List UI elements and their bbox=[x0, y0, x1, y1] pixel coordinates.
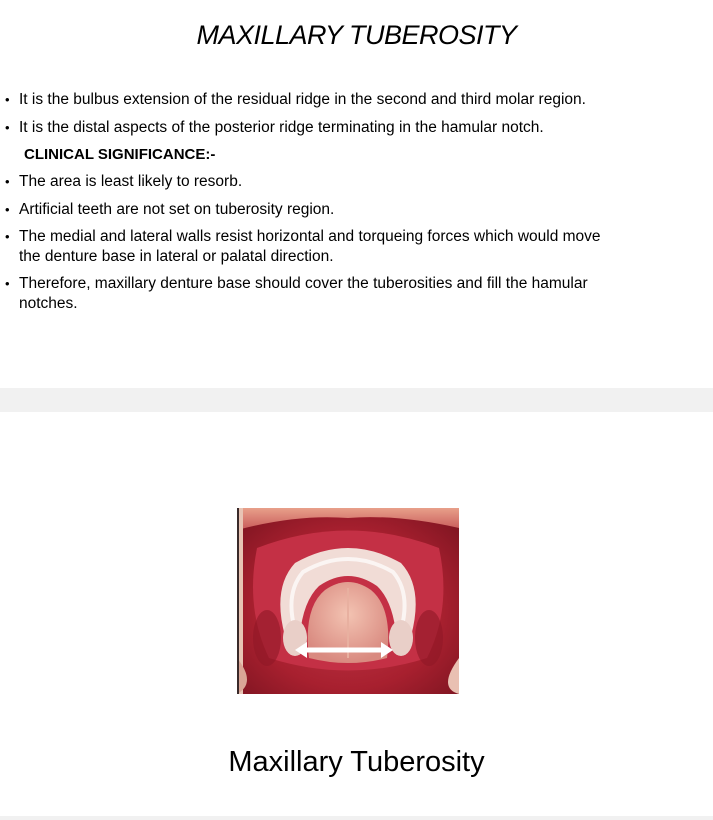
bullet-text: It is the bulbus extension of the residual ridge in the second and third molar region. bbox=[19, 91, 586, 108]
maxilla-photo-illustration bbox=[237, 508, 459, 694]
slide-separator bbox=[0, 388, 713, 412]
bullet-list bbox=[0, 90, 713, 321]
bullet-item bbox=[0, 172, 713, 192]
bullet-text: Therefore, maxillary denture base should cover the tuberosities and fill the hamular notches. bbox=[19, 275, 588, 312]
bullet-item bbox=[0, 200, 713, 220]
bullet-text: The area is least likely to resorb. bbox=[19, 173, 243, 190]
maxilla-photo bbox=[237, 508, 459, 694]
bullet-icon: • bbox=[5, 119, 10, 135]
bullet-icon: • bbox=[5, 92, 10, 107]
slide-title: MAXILLARY TUBEROSITY bbox=[196, 20, 517, 50]
bullet-item bbox=[0, 227, 713, 266]
bullet-icon: • bbox=[5, 174, 10, 189]
bullet-item bbox=[0, 118, 713, 138]
bullet-icon: • bbox=[5, 229, 10, 244]
slide-1 bbox=[0, 0, 713, 388]
bullet-item bbox=[0, 90, 713, 110]
bullet-text: Artificial teeth are not set on tuberosity region. bbox=[19, 200, 335, 218]
slide-2 bbox=[0, 412, 713, 816]
bullet-text: The medial and lateral walls resist horizontal and torqueing forces which would move the denture base in lateral or palatal direction. bbox=[19, 228, 601, 265]
slide-separator-bottom bbox=[0, 816, 713, 820]
bullet-text: It is the distal aspects of the posterior ridge terminating in the hamular notch. bbox=[19, 118, 544, 136]
bullet-icon: • bbox=[5, 201, 10, 217]
photo-caption: Maxillary Tuberosity bbox=[228, 746, 485, 778]
bullet-icon: • bbox=[5, 276, 10, 291]
clinical-significance-heading: CLINICAL SIGNIFICANCE:- bbox=[24, 146, 216, 163]
bullet-item bbox=[0, 274, 713, 313]
